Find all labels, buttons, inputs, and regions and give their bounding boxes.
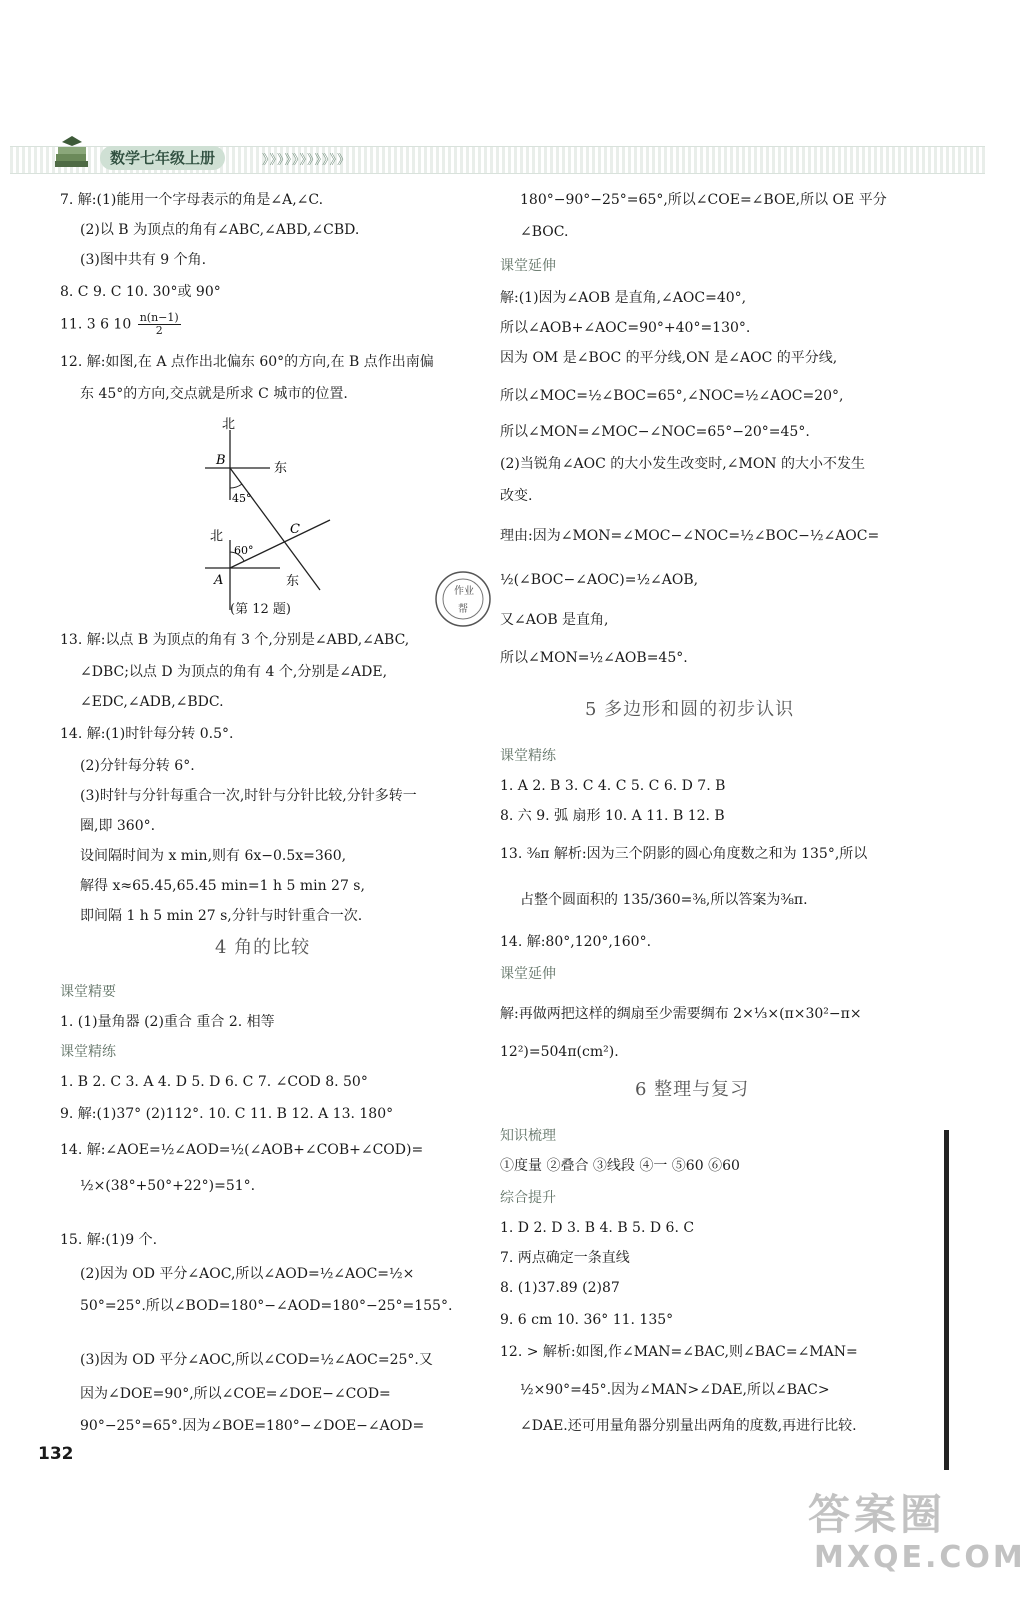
answer-line: ①度量 ②叠合 ③线段 ④一 ⑤60 ⑥60 — [500, 1158, 740, 1174]
east-label: 东 — [286, 574, 300, 589]
answer-line: ∠DAE.还可用量角器分别量出两角的度数,再进行比较. — [520, 1418, 857, 1434]
answer-line: 1. D 2. D 3. B 4. B 5. D 6. C — [500, 1220, 695, 1236]
stamp-bottom-text: 帮 — [458, 604, 468, 615]
page-edge-bar — [944, 1130, 949, 1470]
answer-line: 所以∠AOB+∠AOC=90°+40°=130°. — [500, 320, 751, 336]
answer-line: ½(∠BOC−∠AOC)=½∠AOB, — [500, 572, 699, 588]
answer-line: (2)因为 OD 平分∠AOC,所以∠AOD=½∠AOC=½× — [80, 1266, 415, 1282]
answer-line: 解:再做两把这样的绸扇至少需要绸布 2×⅓×(π×30²−π× — [500, 1006, 862, 1022]
fraction — [138, 312, 181, 337]
point-b-label: B — [216, 453, 226, 468]
answer-line: ∠BOC. — [520, 224, 569, 240]
answer-line: 解:(1)因为∠AOB 是直角,∠AOC=40°, — [500, 290, 747, 306]
answer-line: 7. 解:(1)能用一个字母表示的角是∠A,∠C. — [60, 192, 324, 208]
subsection-heading: 课堂精练 — [60, 1044, 116, 1060]
header-arrows: 》》》》》》》》》》》 — [262, 153, 352, 168]
answer-line: 解得 x≈65.45,65.45 min=1 h 5 min 27 s, — [80, 878, 365, 894]
answer-line: 设间隔时间为 x min,则有 6x−0.5x=360, — [80, 848, 347, 864]
book-stack-icon — [52, 132, 92, 172]
answer-line: (2)分针每分转 6°. — [80, 758, 195, 774]
answer-line — [60, 312, 183, 337]
answer-line: 8. 六 9. 弧 扇形 10. A 11. B 12. B — [500, 808, 725, 824]
answer-line: ∠EDC,∠ADB,∠BDC. — [80, 694, 224, 710]
answer-line: 1. B 2. C 3. A 4. D 5. D 6. C 7. ∠COD 8. 50° — [60, 1074, 368, 1090]
direction-diagram — [190, 417, 390, 620]
answer-line: 1. (1)量角器 (2)重合 重合 2. 相等 — [60, 1014, 275, 1030]
section-4-title: 4 角的比较 — [215, 937, 311, 958]
fraction-numerator: n(n−1) — [139, 311, 179, 324]
answer-line: 所以∠MON=½∠AOB=45°. — [500, 650, 688, 666]
answer-line: ½×90°=45°.因为∠MAN>∠DAE,所以∠BAC> — [520, 1382, 830, 1398]
east-label: 东 — [274, 461, 288, 476]
answer-line: 7. 两点确定一条直线 — [500, 1250, 630, 1266]
answer-line: 90°−25°=65°.因为∠BOE=180°−∠DOE−∠AOD= — [80, 1418, 425, 1434]
section-6-title: 6 整理与复习 — [635, 1079, 750, 1100]
answer-line: 因为 OM 是∠BOC 的平分线,ON 是∠AOC 的平分线, — [500, 350, 838, 366]
answer-line: (2)以 B 为顶点的角有∠ABC,∠ABD,∠CBD. — [80, 222, 360, 238]
answer-line: 8. (1)37.89 (2)87 — [500, 1280, 620, 1296]
answer-line: 东 45°的方向,交点就是所求 C 城市的位置. — [80, 386, 348, 402]
answer-line: (2)当锐角∠AOC 的大小发生改变时,∠MON 的大小不发生 — [500, 456, 866, 472]
answer-line: 13. ⅜π 解析:因为三个阴影的圆心角度数之和为 135°,所以 — [500, 846, 868, 862]
answer-line: 又∠AOB 是直角, — [500, 612, 609, 628]
point-c-label: C — [290, 522, 300, 537]
watermark-cn: 答案圈 — [808, 1490, 947, 1539]
answer-line: ∠DBC;以点 D 为顶点的角有 4 个,分别是∠ADE, — [80, 664, 388, 680]
answer-line: 9. 解:(1)37° (2)112°. 10. C 11. B 12. A 13. 180° — [60, 1106, 394, 1122]
north-label: 北 — [222, 417, 236, 432]
page-header — [0, 0, 995, 185]
answer-line: ½×(38°+50°+22°)=51°. — [80, 1178, 256, 1194]
watermark — [800, 1480, 1026, 1590]
answer-line: 15. 解:(1)9 个. — [60, 1232, 158, 1248]
angle-45-label: 45° — [232, 492, 252, 505]
answer-line: 8. C 9. C 10. 30°或 90° — [60, 284, 221, 300]
subsection-heading: 知识梳理 — [500, 1128, 556, 1144]
subsection-heading: 课堂精要 — [60, 984, 116, 1000]
subsection-heading: 综合提升 — [500, 1190, 556, 1206]
subsection-heading: 课堂延伸 — [500, 966, 556, 982]
page-number: 132 — [38, 1444, 74, 1464]
figure-caption: (第 12 题) — [230, 602, 291, 617]
book-title: 数学七年级上册 — [100, 146, 225, 170]
answer-line: 占整个圆面积的 135/360=⅜,所以答案为⅜π. — [520, 892, 808, 908]
answer-line: 1. A 2. B 3. C 4. C 5. C 6. D 7. B — [500, 778, 726, 794]
stamp-top-text: 作业 — [454, 586, 474, 597]
answer-line: 所以∠MON=∠MOC−∠NOC=65°−20°=45°. — [500, 424, 810, 440]
answer-line: 即间隔 1 h 5 min 27 s,分针与时针重合一次. — [80, 908, 363, 924]
answer-line: 圈,即 360°. — [80, 818, 156, 834]
answer-line: (3)图中共有 9 个角. — [80, 252, 207, 268]
answer-line: 改变. — [500, 488, 533, 504]
answer-line: 12. 解:如图,在 A 点作出北偏东 60°的方向,在 B 点作出南偏 — [60, 354, 434, 370]
answer-text: 11. 3 6 10 — [60, 316, 132, 333]
answer-line: 理由:因为∠MON=∠MOC−∠NOC=½∠BOC−½∠AOC= — [500, 528, 880, 544]
answer-line: 180°−90°−25°=65°,所以∠COE=∠BOE,所以 OE 平分 — [520, 192, 887, 208]
answer-line: (3)因为 OD 平分∠AOC,所以∠COD=½∠AOC=25°.又 — [80, 1352, 433, 1368]
watermark-en: MXQE.COM — [814, 1540, 1026, 1575]
answer-line: 所以∠MOC=½∠BOC=65°,∠NOC=½∠AOC=20°, — [500, 388, 844, 404]
answer-line: 12²)=504π(cm²). — [500, 1044, 619, 1060]
homework-stamp — [432, 568, 494, 630]
answer-line: 50°=25°.所以∠BOD=180°−∠AOD=180°−25°=155°. — [80, 1298, 453, 1314]
point-a-label: A — [214, 573, 224, 588]
answer-line: 9. 6 cm 10. 36° 11. 135° — [500, 1312, 674, 1328]
angle-60-label: 60° — [234, 544, 254, 557]
answer-line: 14. 解:80°,120°,160°. — [500, 934, 652, 950]
fraction-denominator: 2 — [155, 324, 163, 337]
north-label: 北 — [210, 529, 224, 544]
answer-line: 13. 解:以点 B 为顶点的角有 3 个,分别是∠ABD,∠ABC, — [60, 632, 410, 648]
answer-line: 因为∠DOE=90°,所以∠COE=∠DOE−∠COD= — [80, 1386, 391, 1402]
subsection-heading: 课堂延伸 — [500, 258, 556, 274]
answer-line: 14. 解:∠AOE=½∠AOD=½(∠AOB+∠COB+∠COD)= — [60, 1142, 424, 1158]
subsection-heading: 课堂精练 — [500, 748, 556, 764]
answer-line: 14. 解:(1)时针每分转 0.5°. — [60, 726, 234, 742]
answer-line: (3)时针与分针每重合一次,时针与分针比较,分针多转一 — [80, 788, 417, 804]
section-5-title: 5 多边形和圆的初步认识 — [585, 699, 795, 720]
answer-line: 12. > 解析:如图,作∠MAN=∠BAC,则∠BAC=∠MAN= — [500, 1344, 858, 1360]
